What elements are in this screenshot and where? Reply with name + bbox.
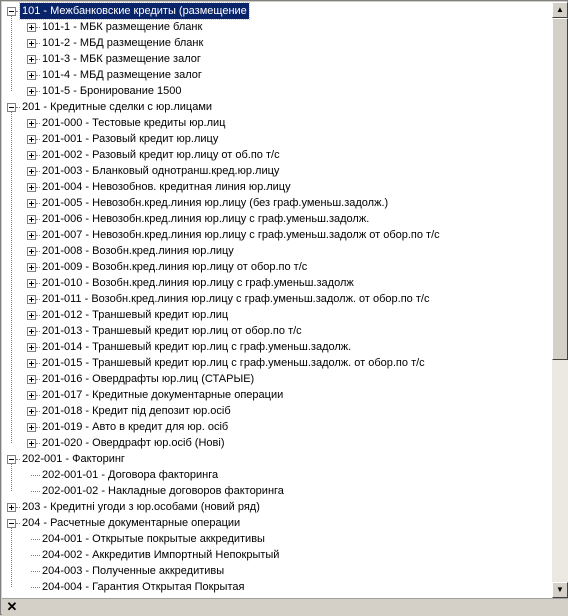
tree-item[interactable] <box>2 163 552 179</box>
tree-item-label: 204-002 - Аккредитив Импортный Непокрытый <box>42 549 280 561</box>
expand-icon[interactable] <box>27 279 36 288</box>
expand-icon[interactable] <box>27 343 36 352</box>
tree-item-label: 202-001-02 - Накладные договоров факторинга <box>42 485 284 497</box>
tree-item[interactable] <box>2 51 552 67</box>
tree-item-label: 201-004 - Невозобнов. кредитная линия юр.лицу <box>42 181 291 193</box>
tree-item-label: 201 - Кредитные сделки с юр.лицами <box>22 101 213 113</box>
tree-item-label: 201-010 - Возобн.кред.линия юр.лицу с граф.уменьш.задолж <box>42 277 354 289</box>
tree-item[interactable] <box>2 83 552 99</box>
tree-connector <box>11 528 12 587</box>
close-button[interactable] <box>5 600 19 614</box>
tree-item[interactable] <box>2 291 552 307</box>
tree-item[interactable] <box>2 355 552 371</box>
tree-connector <box>31 555 40 556</box>
tree-item-label: 201-020 - Овердрафт юр.осiб (Новi) <box>42 437 225 449</box>
tree-item-label: 202-001-01 - Договора факторинга <box>42 469 219 481</box>
tree-item[interactable] <box>2 211 552 227</box>
collapse-icon[interactable] <box>7 519 16 528</box>
tree-item[interactable] <box>2 451 552 467</box>
arrow-up-icon: ▲ <box>556 5 564 14</box>
tree-item[interactable] <box>2 19 552 35</box>
tree-item[interactable] <box>2 339 552 355</box>
expand-icon[interactable] <box>27 199 36 208</box>
tree-item[interactable] <box>2 547 552 563</box>
tree-item-label: 203 - Кредитнi угоди з юр.особами (новий ряд) <box>22 501 260 513</box>
tree-item-label: 201-007 - Невозобн.кред.линия юр.лицу с граф.уменьш.задолж от обор.по т/с <box>42 229 440 241</box>
tree-item-label: 201-019 - Авто в кредит для юр. осiб <box>42 421 229 433</box>
tree-item-label: 204 - Расчетные документарные операции <box>22 517 241 529</box>
expand-icon[interactable] <box>27 215 36 224</box>
expand-icon[interactable] <box>27 407 36 416</box>
expand-icon[interactable] <box>27 439 36 448</box>
tree-item-label: 201-002 - Разовый кредит юр.лицу от об.по т/с <box>42 149 280 161</box>
tree-item[interactable] <box>2 243 552 259</box>
close-icon: ✕ <box>6 599 18 614</box>
expand-icon[interactable] <box>27 71 36 80</box>
tree-connector <box>11 464 12 491</box>
tree-item-label: 101-3 - МБК размещение залог <box>42 53 201 65</box>
tree-item-label: 204-004 - Гарантия Открытая Покрытая <box>42 581 245 593</box>
expand-icon[interactable] <box>27 135 36 144</box>
tree-item[interactable] <box>2 579 552 595</box>
tree-item[interactable] <box>2 179 552 195</box>
tree-item[interactable] <box>2 195 552 211</box>
tree-item[interactable] <box>2 275 552 291</box>
expand-icon[interactable] <box>27 119 36 128</box>
tree-connector <box>31 491 40 492</box>
arrow-down-icon: ▼ <box>556 585 564 594</box>
expand-icon[interactable] <box>27 391 36 400</box>
expand-icon[interactable] <box>27 55 36 64</box>
tree-connector <box>31 587 40 588</box>
tree-item-label: 101 - Межбанковские кредиты (размещение <box>22 5 247 17</box>
expand-icon[interactable] <box>27 375 36 384</box>
tree-connector <box>11 16 12 91</box>
tree-item[interactable] <box>2 435 552 451</box>
tree-item[interactable] <box>2 115 552 131</box>
tree-item-label: 201-014 - Траншевый кредит юр.лиц с граф.уменьш.задолж. <box>42 341 352 353</box>
tree-item[interactable] <box>2 467 552 483</box>
tree-connector <box>31 539 40 540</box>
bottom-bar <box>2 598 568 616</box>
tree-item[interactable] <box>2 483 552 499</box>
tree-item-label: 101-5 - Бронирование 1500 <box>42 85 182 97</box>
tree-item[interactable] <box>2 515 552 531</box>
tree-item[interactable] <box>2 531 552 547</box>
tree-item-label: 201-005 - Невозобн.кред.линия юр.лицу (без граф.уменьш.задолж.) <box>42 197 389 209</box>
tree-item-label: 201-017 - Кредитные документарные операции <box>42 389 284 401</box>
expand-icon[interactable] <box>27 247 36 256</box>
tree-item-label: 201-012 - Траншевый кредит юр.лиц <box>42 309 229 321</box>
expand-icon[interactable] <box>27 39 36 48</box>
tree-item[interactable] <box>2 387 552 403</box>
tree-item[interactable] <box>2 403 552 419</box>
tree-item[interactable] <box>2 147 552 163</box>
tree-item-label: 101-1 - МБК размещение бланк <box>42 21 203 33</box>
tree-item-label: 101-2 - МБД размещение бланк <box>42 37 204 49</box>
tree-item-label: 201-015 - Траншевый кредит юр.лиц с граф.уменьш.задолж. от обор.по т/с <box>42 357 425 369</box>
collapse-icon[interactable] <box>7 103 16 112</box>
tree-item[interactable] <box>2 371 552 387</box>
tree-item[interactable] <box>2 227 552 243</box>
tree-item-label: 201-013 - Траншевый кредит юр.лиц от обор.по т/с <box>42 325 302 337</box>
expand-icon[interactable] <box>27 87 36 96</box>
expand-icon[interactable] <box>7 503 16 512</box>
tree-item[interactable] <box>2 563 552 579</box>
tree-item[interactable] <box>2 99 552 115</box>
expand-icon[interactable] <box>27 151 36 160</box>
tree-item-label: 202-001 - Факторинг <box>22 453 125 465</box>
expand-icon[interactable] <box>27 231 36 240</box>
tree-item-label: 201-001 - Разовый кредит юр.лицу <box>42 133 219 145</box>
tree-item[interactable] <box>2 307 552 323</box>
expand-icon[interactable] <box>27 263 36 272</box>
tree-item-label: 201-016 - Овердрафты юр.лиц (СТАРЫЕ) <box>42 373 255 385</box>
tree-item[interactable] <box>2 259 552 275</box>
tree-item-label: 204-003 - Полученные аккредитивы <box>42 565 225 577</box>
tree-item-label: 201-006 - Невозобн.кред.линия юр.лицу с граф.уменьш.задолж. <box>42 213 370 225</box>
scroll-up-button[interactable] <box>552 2 568 18</box>
collapse-icon[interactable] <box>7 455 16 464</box>
tree-item[interactable] <box>2 67 552 83</box>
expand-icon[interactable] <box>27 311 36 320</box>
tree-item[interactable] <box>2 499 552 515</box>
tree-item-label: 201-000 - Тестовые кредиты юр.лиц <box>42 117 226 129</box>
scroll-thumb[interactable] <box>552 18 568 360</box>
tree-item-label: 201-003 - Бланковый однотранш.кред.юр.лицу <box>42 165 280 177</box>
expand-icon[interactable] <box>27 423 36 432</box>
vertical-scrollbar[interactable] <box>552 2 568 598</box>
tree-item-label: 101-4 - МБД размещение залог <box>42 69 202 81</box>
tree-item-label: 201-011 - Возобн.кред.линия юр.лицу с граф.уменьш.задолж. от обор.по т/с <box>42 293 430 305</box>
tree-connector <box>31 475 40 476</box>
expand-icon[interactable] <box>27 327 36 336</box>
expand-icon[interactable] <box>27 167 36 176</box>
tree-item-label: 201-009 - Возобн.кред.линия юр.лицу от обор.по т/с <box>42 261 308 273</box>
collapse-icon[interactable] <box>7 7 16 16</box>
scroll-down-button[interactable] <box>552 582 568 598</box>
expand-icon[interactable] <box>27 183 36 192</box>
tree-item[interactable] <box>2 3 552 19</box>
tree-item-label: 201-018 - Кредит пiд депозит юр.осiб <box>42 405 231 417</box>
tree-item[interactable] <box>2 131 552 147</box>
expand-icon[interactable] <box>27 295 36 304</box>
expand-icon[interactable] <box>27 23 36 32</box>
tree-item-label: 201-008 - Возобн.кред.линия юр.лицу <box>42 245 234 257</box>
expand-icon[interactable] <box>27 359 36 368</box>
tree-item[interactable] <box>2 419 552 435</box>
tree-item[interactable] <box>2 35 552 51</box>
tree-connector <box>31 571 40 572</box>
tree-connector <box>11 112 12 443</box>
tree-item[interactable] <box>2 323 552 339</box>
tree-view[interactable] <box>2 2 552 598</box>
tree-item-label: 204-001 - Открытые покрытые аккредитивы <box>42 533 265 545</box>
